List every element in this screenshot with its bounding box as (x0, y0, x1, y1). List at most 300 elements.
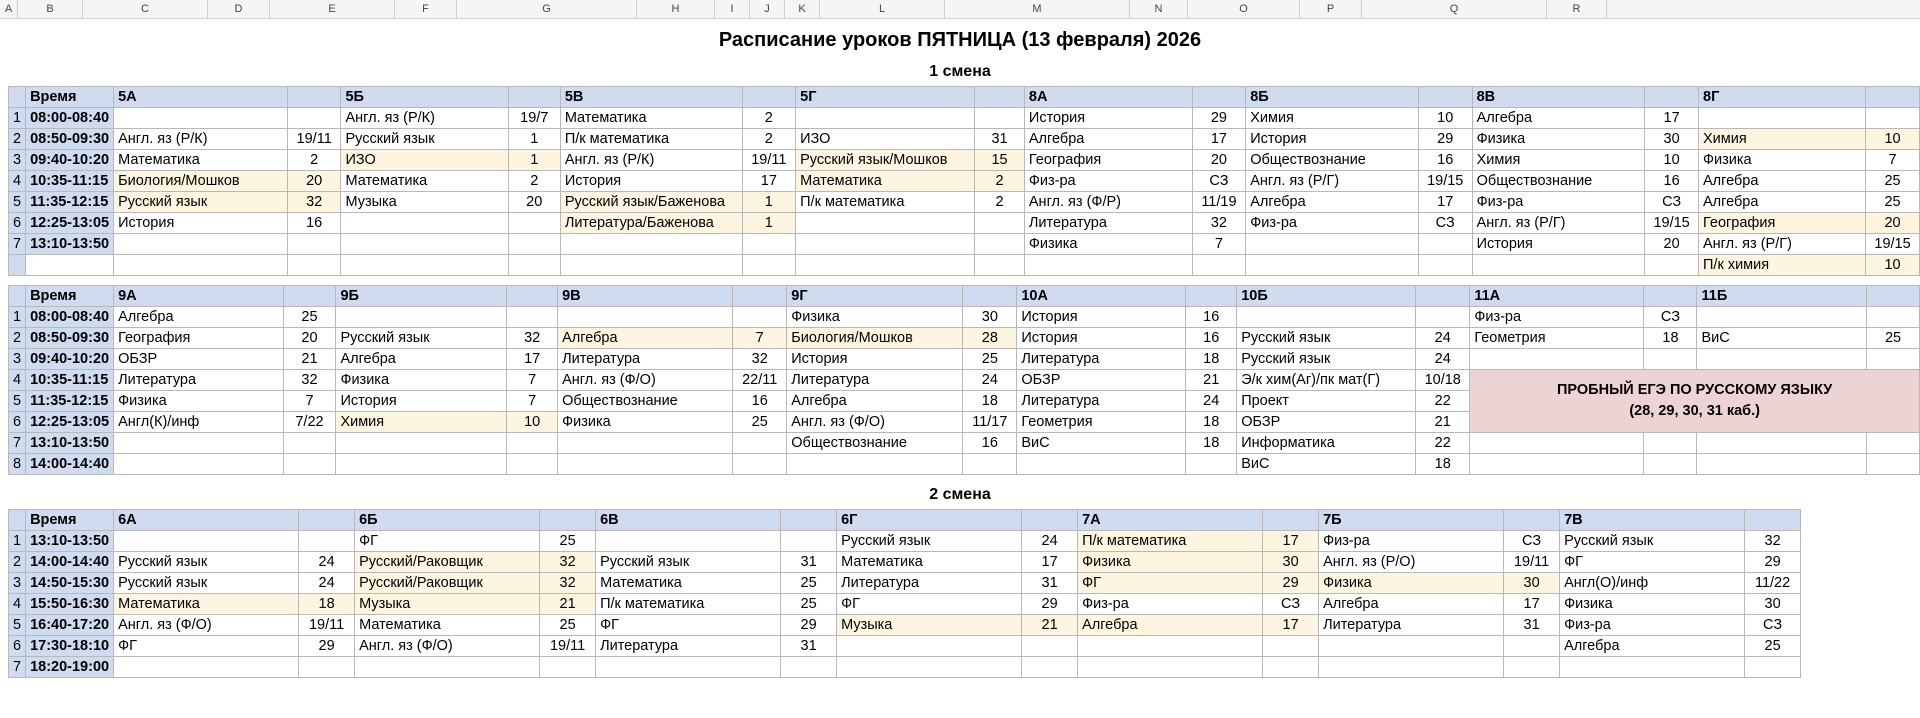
subject-cell[interactable]: Физика (114, 391, 283, 412)
column-header-a[interactable]: A (0, 0, 18, 18)
subject-cell[interactable]: Физ-ра (1078, 594, 1263, 615)
subject-cell[interactable]: Литература (1017, 391, 1186, 412)
subject-cell[interactable]: Физ-ра (1470, 307, 1644, 328)
subject-cell[interactable]: Англ. яз (Р/К) (341, 108, 508, 129)
room-cell[interactable] (742, 255, 796, 276)
room-cell[interactable] (1867, 349, 1920, 370)
subject-cell[interactable]: Обществознание (1246, 150, 1419, 171)
room-cell[interactable]: 25 (781, 594, 837, 615)
room-cell[interactable] (283, 454, 336, 475)
subject-cell[interactable] (1319, 657, 1504, 678)
subject-cell[interactable] (355, 657, 540, 678)
subject-cell[interactable] (796, 234, 975, 255)
room-cell[interactable]: 2 (508, 171, 560, 192)
subject-cell[interactable]: Проект (1237, 391, 1416, 412)
subject-cell[interactable]: Химия (336, 412, 507, 433)
subject-cell[interactable]: ОБЗР (114, 349, 283, 370)
room-cell[interactable]: 32 (733, 349, 787, 370)
room-cell[interactable] (1644, 433, 1697, 454)
subject-cell[interactable] (796, 213, 975, 234)
room-cell[interactable]: СЗ (1504, 531, 1560, 552)
room-cell[interactable] (1745, 657, 1801, 678)
subject-cell[interactable] (1472, 255, 1645, 276)
room-cell[interactable] (1644, 454, 1697, 475)
subject-cell[interactable]: Англ. яз (Р/К) (560, 150, 742, 171)
row-number[interactable]: 2 (9, 328, 26, 349)
subject-cell[interactable]: Алгебра (787, 391, 963, 412)
room-cell[interactable]: 17 (742, 171, 796, 192)
subject-cell[interactable]: Физика (1699, 150, 1866, 171)
subject-cell[interactable]: Алгебра (1246, 192, 1419, 213)
room-cell[interactable]: 16 (1645, 171, 1699, 192)
subject-cell[interactable]: Литература/Баженова (560, 213, 742, 234)
room-cell[interactable]: 17 (1504, 594, 1560, 615)
subject-cell[interactable] (1246, 234, 1419, 255)
room-cell[interactable]: 28 (963, 328, 1017, 349)
subject-cell[interactable]: ФГ (355, 531, 540, 552)
room-cell[interactable]: 18 (1186, 349, 1237, 370)
row-number[interactable]: 1 (9, 307, 26, 328)
subject-cell[interactable] (1560, 657, 1745, 678)
subject-cell[interactable]: География (1024, 150, 1192, 171)
subject-cell[interactable]: Физика (558, 412, 733, 433)
room-cell[interactable]: 32 (287, 192, 341, 213)
room-cell[interactable] (299, 657, 355, 678)
subject-cell[interactable]: Англ. яз (Ф/О) (355, 636, 540, 657)
room-cell[interactable]: 17 (1263, 531, 1319, 552)
room-cell[interactable]: 20 (283, 328, 336, 349)
room-cell[interactable] (1022, 657, 1078, 678)
subject-cell[interactable]: Англ. яз (Р/О) (1319, 552, 1504, 573)
room-cell[interactable]: 19/15 (1645, 213, 1699, 234)
subject-cell[interactable]: История (1017, 328, 1186, 349)
subject-cell[interactable]: Русский язык (1237, 328, 1416, 349)
subject-cell[interactable]: П/к математика (560, 129, 742, 150)
room-cell[interactable]: 21 (1186, 370, 1237, 391)
subject-cell[interactable]: ВиС (1697, 328, 1867, 349)
subject-cell[interactable] (341, 213, 508, 234)
room-cell[interactable]: 19/7 (508, 108, 560, 129)
column-header-n[interactable]: N (1130, 0, 1188, 18)
room-cell[interactable]: 11/17 (963, 412, 1017, 433)
room-cell[interactable]: 1 (742, 192, 796, 213)
row-number[interactable]: 4 (9, 594, 26, 615)
subject-cell[interactable]: Математика (355, 615, 540, 636)
row-number[interactable] (9, 255, 26, 276)
room-cell[interactable]: 16 (1418, 150, 1472, 171)
room-cell[interactable]: 25 (1866, 171, 1920, 192)
room-cell[interactable]: 11/22 (1745, 573, 1801, 594)
subject-cell[interactable]: Математика (560, 108, 742, 129)
room-cell[interactable]: 2 (742, 108, 796, 129)
room-cell[interactable]: 20 (1866, 213, 1920, 234)
room-cell[interactable]: СЗ (1418, 213, 1472, 234)
subject-cell[interactable] (341, 234, 508, 255)
room-cell[interactable]: 10 (507, 412, 558, 433)
subject-cell[interactable] (596, 531, 781, 552)
subject-cell[interactable] (1697, 433, 1867, 454)
room-cell[interactable]: 17 (1418, 192, 1472, 213)
room-cell[interactable]: 16 (963, 433, 1017, 454)
subject-cell[interactable]: Физ-ра (1319, 531, 1504, 552)
subject-cell[interactable] (1078, 657, 1263, 678)
subject-cell[interactable]: ФГ (596, 615, 781, 636)
subject-cell[interactable]: Литература (114, 370, 283, 391)
subject-cell[interactable]: Алгебра (336, 349, 507, 370)
room-cell[interactable]: 24 (1416, 328, 1470, 349)
subject-cell[interactable] (114, 108, 288, 129)
room-cell[interactable] (287, 234, 341, 255)
room-cell[interactable]: 32 (1192, 213, 1246, 234)
room-cell[interactable]: 16 (287, 213, 341, 234)
subject-cell[interactable]: ИЗО (796, 129, 975, 150)
room-cell[interactable]: 30 (963, 307, 1017, 328)
subject-cell[interactable]: ИЗО (341, 150, 508, 171)
room-cell[interactable]: СЗ (1192, 171, 1246, 192)
room-cell[interactable]: 20 (1645, 234, 1699, 255)
room-cell[interactable] (1644, 349, 1697, 370)
subject-cell[interactable]: История (787, 349, 963, 370)
column-header-h[interactable]: H (637, 0, 715, 18)
room-cell[interactable]: 32 (540, 552, 596, 573)
room-cell[interactable]: СЗ (1263, 594, 1319, 615)
room-cell[interactable] (508, 213, 560, 234)
subject-cell[interactable] (558, 433, 733, 454)
room-cell[interactable]: 10 (1418, 108, 1472, 129)
room-cell[interactable] (975, 213, 1025, 234)
row-number[interactable]: 4 (9, 370, 26, 391)
room-cell[interactable] (287, 255, 341, 276)
subject-cell[interactable] (1246, 255, 1419, 276)
subject-cell[interactable]: История (560, 171, 742, 192)
subject-cell[interactable]: География (1699, 213, 1866, 234)
column-header-m[interactable]: M (945, 0, 1130, 18)
subject-cell[interactable]: ВиС (1017, 433, 1186, 454)
room-cell[interactable] (1867, 454, 1920, 475)
room-cell[interactable]: 32 (1745, 531, 1801, 552)
subject-cell[interactable]: Физика (787, 307, 963, 328)
room-cell[interactable]: 31 (975, 129, 1025, 150)
room-cell[interactable]: 1 (508, 129, 560, 150)
subject-cell[interactable]: Э/к хим(Аг)/пк мат(Г) (1237, 370, 1416, 391)
subject-cell[interactable]: Биология/Мошков (114, 171, 288, 192)
subject-cell[interactable]: Химия (1699, 129, 1866, 150)
subject-cell[interactable]: Физика (1472, 129, 1645, 150)
room-cell[interactable] (1504, 636, 1560, 657)
column-header-j[interactable]: J (750, 0, 785, 18)
subject-cell[interactable] (1470, 433, 1644, 454)
row-number[interactable]: 7 (9, 657, 26, 678)
subject-cell[interactable]: Русский язык (114, 552, 299, 573)
subject-cell[interactable] (1697, 349, 1867, 370)
room-cell[interactable]: 24 (299, 573, 355, 594)
room-cell[interactable] (733, 307, 787, 328)
column-header-g[interactable]: G (457, 0, 637, 18)
room-cell[interactable]: 32 (507, 328, 558, 349)
subject-cell[interactable]: ФГ (837, 594, 1022, 615)
subject-cell[interactable]: Англ. яз (Р/К) (114, 129, 288, 150)
subject-cell[interactable]: Алгебра (1078, 615, 1263, 636)
subject-cell[interactable]: История (336, 391, 507, 412)
subject-cell[interactable]: Англ. яз (Ф/О) (787, 412, 963, 433)
subject-cell[interactable]: Математика (796, 171, 975, 192)
room-cell[interactable]: 7 (283, 391, 336, 412)
subject-cell[interactable]: Алгебра (1024, 129, 1192, 150)
room-cell[interactable]: 22 (1416, 433, 1470, 454)
room-cell[interactable]: 25 (540, 615, 596, 636)
subject-cell[interactable]: Физ-ра (1560, 615, 1745, 636)
row-number[interactable]: 5 (9, 615, 26, 636)
subject-cell[interactable]: Математика (114, 150, 288, 171)
room-cell[interactable]: 32 (283, 370, 336, 391)
subject-cell[interactable] (1470, 454, 1644, 475)
subject-cell[interactable] (114, 234, 288, 255)
subject-cell[interactable]: Физика (1078, 552, 1263, 573)
room-cell[interactable]: 10 (1645, 150, 1699, 171)
subject-cell[interactable]: ФГ (1560, 552, 1745, 573)
room-cell[interactable]: 18 (1416, 454, 1470, 475)
room-cell[interactable]: 18 (299, 594, 355, 615)
column-header-c[interactable]: C (83, 0, 208, 18)
room-cell[interactable]: 2 (975, 192, 1025, 213)
room-cell[interactable] (1022, 636, 1078, 657)
room-cell[interactable]: 2 (975, 171, 1025, 192)
column-header-p[interactable]: P (1300, 0, 1362, 18)
room-cell[interactable]: 19/11 (299, 615, 355, 636)
room-cell[interactable]: 29 (1192, 108, 1246, 129)
subject-cell[interactable]: Русский язык/Баженова (560, 192, 742, 213)
room-cell[interactable]: 24 (963, 370, 1017, 391)
room-cell[interactable]: 25 (1745, 636, 1801, 657)
column-header-l[interactable]: L (820, 0, 945, 18)
room-cell[interactable]: 20 (1192, 150, 1246, 171)
room-cell[interactable] (975, 234, 1025, 255)
room-cell[interactable]: 10 (1866, 129, 1920, 150)
room-cell[interactable]: СЗ (1645, 192, 1699, 213)
subject-cell[interactable]: Англ. яз (Р/Г) (1472, 213, 1645, 234)
room-cell[interactable]: 7/22 (283, 412, 336, 433)
row-number[interactable]: 8 (9, 454, 26, 475)
room-cell[interactable]: 19/15 (1866, 234, 1920, 255)
room-cell[interactable] (299, 531, 355, 552)
subject-cell[interactable]: Англ. яз (Р/Г) (1699, 234, 1866, 255)
subject-cell[interactable]: Русский язык (341, 129, 508, 150)
subject-cell[interactable]: Информатика (1237, 433, 1416, 454)
row-number[interactable]: 6 (9, 412, 26, 433)
room-cell[interactable]: 25 (283, 307, 336, 328)
subject-cell[interactable] (1699, 108, 1866, 129)
subject-cell[interactable]: Алгебра (1699, 171, 1866, 192)
room-cell[interactable]: 21 (283, 349, 336, 370)
subject-cell[interactable]: Физика (336, 370, 507, 391)
subject-cell[interactable]: Русский язык (1237, 349, 1416, 370)
room-cell[interactable] (781, 657, 837, 678)
room-cell[interactable] (1866, 108, 1920, 129)
subject-cell[interactable]: Англ. яз (Ф/Р) (1024, 192, 1192, 213)
subject-cell[interactable]: Литература (837, 573, 1022, 594)
room-cell[interactable]: 24 (1022, 531, 1078, 552)
room-cell[interactable]: 21 (1416, 412, 1470, 433)
room-cell[interactable]: 19/11 (1504, 552, 1560, 573)
room-cell[interactable]: 7 (507, 391, 558, 412)
room-cell[interactable]: 17 (1192, 129, 1246, 150)
room-cell[interactable]: 21 (540, 594, 596, 615)
subject-cell[interactable]: ФГ (114, 636, 299, 657)
subject-cell[interactable] (114, 433, 283, 454)
row-number[interactable]: 3 (9, 573, 26, 594)
subject-cell[interactable]: П/к математика (596, 594, 781, 615)
subject-cell[interactable]: Русский язык (596, 552, 781, 573)
column-header-i[interactable]: I (715, 0, 750, 18)
room-cell[interactable]: 30 (1745, 594, 1801, 615)
room-cell[interactable]: 24 (1416, 349, 1470, 370)
row-number[interactable]: 4 (9, 171, 26, 192)
subject-cell[interactable]: Биология/Мошков (787, 328, 963, 349)
room-cell[interactable]: 18 (963, 391, 1017, 412)
subject-cell[interactable] (1697, 307, 1867, 328)
subject-cell[interactable]: Математика (341, 171, 508, 192)
column-header-b[interactable]: B (18, 0, 83, 18)
subject-cell[interactable]: Физика (1024, 234, 1192, 255)
subject-cell[interactable]: Музыка (341, 192, 508, 213)
subject-cell[interactable]: Англ. яз (Ф/О) (558, 370, 733, 391)
subject-cell[interactable]: История (114, 213, 288, 234)
subject-cell[interactable]: Музыка (355, 594, 540, 615)
subject-cell[interactable] (1319, 636, 1504, 657)
room-cell[interactable]: 32 (540, 573, 596, 594)
room-cell[interactable]: 17 (507, 349, 558, 370)
room-cell[interactable]: 19/11 (287, 129, 341, 150)
room-cell[interactable] (733, 454, 787, 475)
subject-cell[interactable] (341, 255, 508, 276)
subject-cell[interactable]: Литература (1319, 615, 1504, 636)
subject-cell[interactable]: Математика (837, 552, 1022, 573)
subject-cell[interactable]: Русский/Раковщик (355, 552, 540, 573)
subject-cell[interactable]: Алгебра (1472, 108, 1645, 129)
subject-cell[interactable]: Литература (1024, 213, 1192, 234)
row-number[interactable]: 3 (9, 349, 26, 370)
subject-cell[interactable] (1024, 255, 1192, 276)
subject-cell[interactable]: История (1017, 307, 1186, 328)
subject-cell[interactable] (787, 454, 963, 475)
room-cell[interactable]: 29 (299, 636, 355, 657)
room-cell[interactable] (781, 531, 837, 552)
subject-cell[interactable]: Физика (1560, 594, 1745, 615)
room-cell[interactable]: 29 (1022, 594, 1078, 615)
room-cell[interactable]: 19/15 (1418, 171, 1472, 192)
subject-cell[interactable]: Англ. яз (Р/Г) (1246, 171, 1419, 192)
subject-cell[interactable]: П/к математика (796, 192, 975, 213)
room-cell[interactable]: 29 (1263, 573, 1319, 594)
subject-cell[interactable]: Англ(О)/инф (1560, 573, 1745, 594)
room-cell[interactable] (287, 108, 341, 129)
room-cell[interactable]: 7 (507, 370, 558, 391)
room-cell[interactable] (1504, 657, 1560, 678)
subject-cell[interactable]: Математика (596, 573, 781, 594)
room-cell[interactable]: 22/11 (733, 370, 787, 391)
subject-cell[interactable]: Алгебра (1560, 636, 1745, 657)
room-cell[interactable]: 30 (1504, 573, 1560, 594)
subject-cell[interactable]: Обществознание (1472, 171, 1645, 192)
room-cell[interactable]: 31 (781, 552, 837, 573)
subject-cell[interactable]: Физ-ра (1472, 192, 1645, 213)
room-cell[interactable] (507, 454, 558, 475)
row-number[interactable]: 2 (9, 552, 26, 573)
room-cell[interactable]: 31 (781, 636, 837, 657)
room-cell[interactable]: 20 (287, 171, 341, 192)
room-cell[interactable] (507, 307, 558, 328)
row-number[interactable]: 5 (9, 391, 26, 412)
subject-cell[interactable]: Алгебра (1319, 594, 1504, 615)
subject-cell[interactable]: Математика (114, 594, 299, 615)
subject-cell[interactable]: П/к математика (1078, 531, 1263, 552)
subject-cell[interactable]: Физика (1319, 573, 1504, 594)
room-cell[interactable] (963, 454, 1017, 475)
room-cell[interactable] (742, 234, 796, 255)
room-cell[interactable]: 25 (733, 412, 787, 433)
subject-cell[interactable] (114, 454, 283, 475)
subject-cell[interactable]: Химия (1246, 108, 1419, 129)
room-cell[interactable]: 1 (508, 150, 560, 171)
subject-cell[interactable]: ОБЗР (1237, 412, 1416, 433)
subject-cell[interactable]: Физ-ра (1246, 213, 1419, 234)
subject-cell[interactable]: История (1246, 129, 1419, 150)
room-cell[interactable]: 30 (1645, 129, 1699, 150)
subject-cell[interactable] (560, 234, 742, 255)
column-header-o[interactable]: O (1188, 0, 1300, 18)
subject-cell[interactable] (1237, 307, 1416, 328)
room-cell[interactable]: 19/11 (540, 636, 596, 657)
subject-cell[interactable] (837, 657, 1022, 678)
room-cell[interactable]: 18 (1186, 433, 1237, 454)
subject-cell[interactable]: Англ. яз (Ф/О) (114, 615, 299, 636)
subject-cell[interactable]: Обществознание (787, 433, 963, 454)
room-cell[interactable]: 17 (1022, 552, 1078, 573)
subject-cell[interactable] (560, 255, 742, 276)
room-cell[interactable]: 2 (742, 129, 796, 150)
subject-cell[interactable] (114, 255, 288, 276)
subject-cell[interactable]: Литература (558, 349, 733, 370)
room-cell[interactable] (1416, 307, 1470, 328)
column-header-r[interactable]: R (1547, 0, 1607, 18)
room-cell[interactable]: 30 (1263, 552, 1319, 573)
room-cell[interactable]: 31 (1022, 573, 1078, 594)
room-cell[interactable]: 25 (781, 573, 837, 594)
room-cell[interactable]: 22 (1416, 391, 1470, 412)
subject-cell[interactable]: Геометрия (1017, 412, 1186, 433)
room-cell[interactable]: 29 (781, 615, 837, 636)
room-cell[interactable] (540, 657, 596, 678)
subject-cell[interactable] (796, 255, 975, 276)
room-cell[interactable]: 20 (508, 192, 560, 213)
subject-cell[interactable] (558, 454, 733, 475)
room-cell[interactable]: СЗ (1745, 615, 1801, 636)
room-cell[interactable]: 10/18 (1416, 370, 1470, 391)
room-cell[interactable]: 25 (1867, 328, 1920, 349)
row-number[interactable]: 1 (9, 108, 26, 129)
subject-cell[interactable] (1017, 454, 1186, 475)
room-cell[interactable]: 21 (1022, 615, 1078, 636)
subject-cell[interactable] (837, 636, 1022, 657)
room-cell[interactable]: 29 (1418, 129, 1472, 150)
room-cell[interactable] (508, 234, 560, 255)
subject-cell[interactable] (558, 307, 733, 328)
room-cell[interactable] (1263, 657, 1319, 678)
room-cell[interactable]: 17 (1645, 108, 1699, 129)
subject-cell[interactable]: ВиС (1237, 454, 1416, 475)
row-number[interactable]: 6 (9, 636, 26, 657)
subject-cell[interactable] (336, 433, 507, 454)
